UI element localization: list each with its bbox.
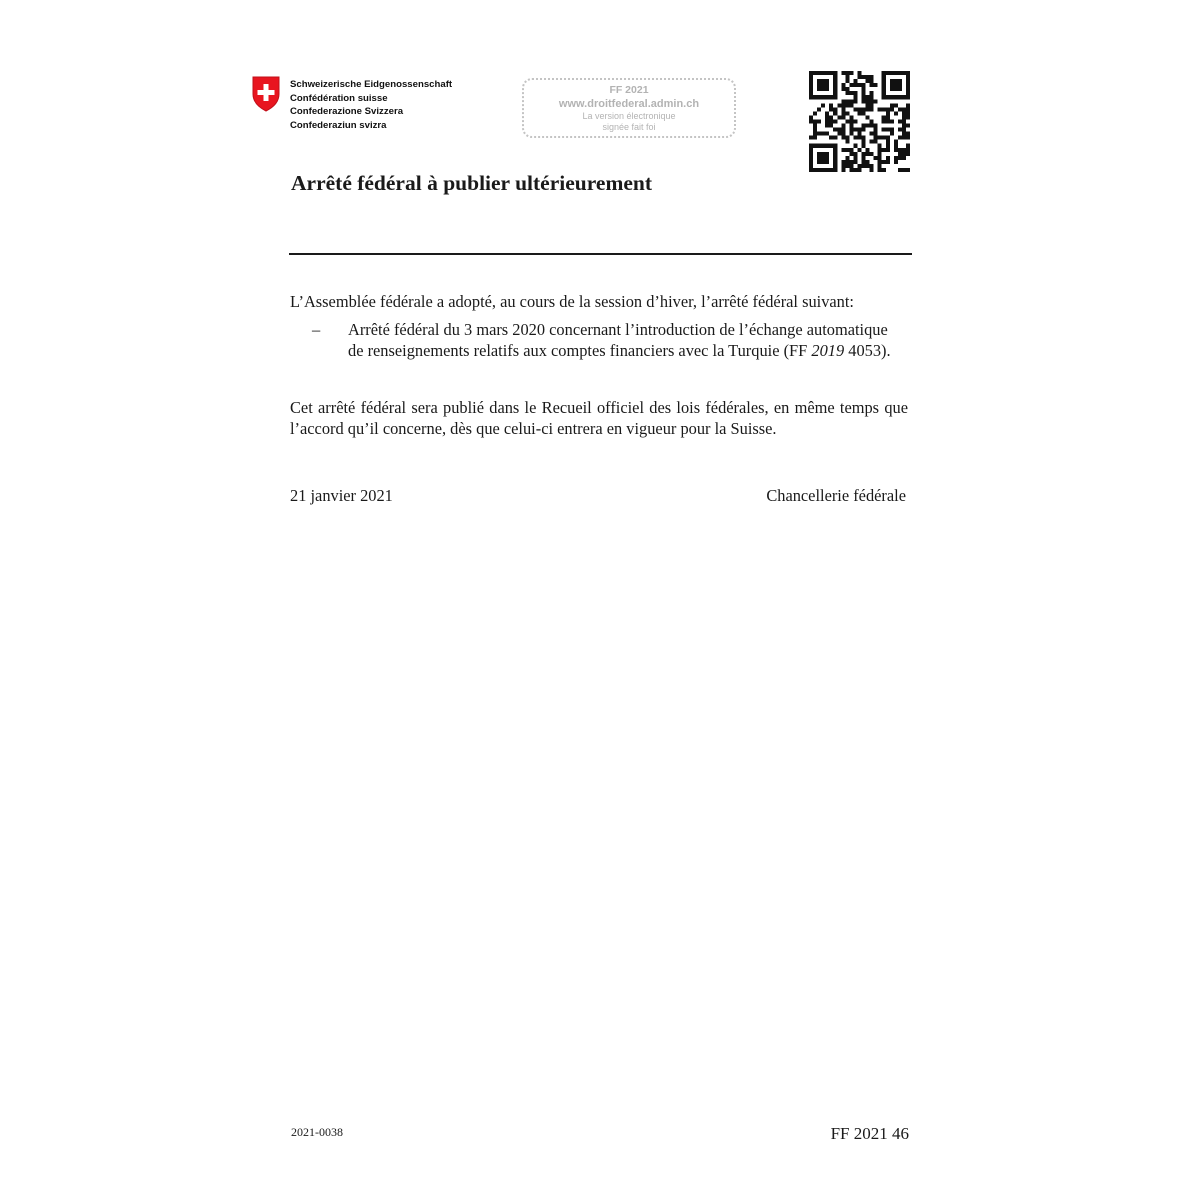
decree-item-text: Arrêté fédéral du 3 mars 2020 concernant l’introduction de l’échange automatique de renseignements relatifs aux comptes financiers avec la Turquie (FF [348,320,888,360]
title-divider [289,253,912,255]
admin-line-italian: Confederazione Svizzera [290,106,404,117]
admin-line-french: Confédération suisse [290,92,388,104]
swiss-shield-icon [251,76,281,112]
stamp-note-1: La version électronique [582,111,676,121]
administration-names [290,78,452,132]
signatory: Chancellerie fédérale [766,486,906,505]
decree-list-item [348,320,893,361]
decree-item-page: 4053). [844,340,891,360]
document-title: Arrêté fédéral à publier ultérieurement [291,171,653,195]
stamp-ff-year: FF 2021 [609,84,649,96]
admin-line-romansh: Confederaziun svizra [290,119,387,131]
publication-note: Cet arrêté fédéral sera publié dans le Recueil officiel des lois fédérales, en même temps que l’accord qu’il concerne, dès que celui-ci entrera en vigueur pour la Suisse. [290,398,908,438]
document-date: 21 janvier 2021 [290,486,393,505]
decree-item-year: 2019 [811,340,845,360]
list-marker: – [312,320,321,339]
ff-reference: FF 2021 46 [830,1124,909,1143]
electronic-signature-stamp [522,78,736,138]
swiss-confederation-logo [251,76,481,136]
stamp-note-2: signée fait foi [602,122,656,132]
admin-line-german: Schweizerische Eidgenossenschaft [290,79,453,90]
stamp-website: www.droitfederal.admin.ch [558,98,700,110]
qr-code [809,71,910,172]
intro-paragraph: L’Assemblée fédérale a adopté, au cours de la session d’hiver, l’arrêté fédéral suivant: [290,292,854,311]
document-number: 2021-0038 [291,1125,343,1139]
